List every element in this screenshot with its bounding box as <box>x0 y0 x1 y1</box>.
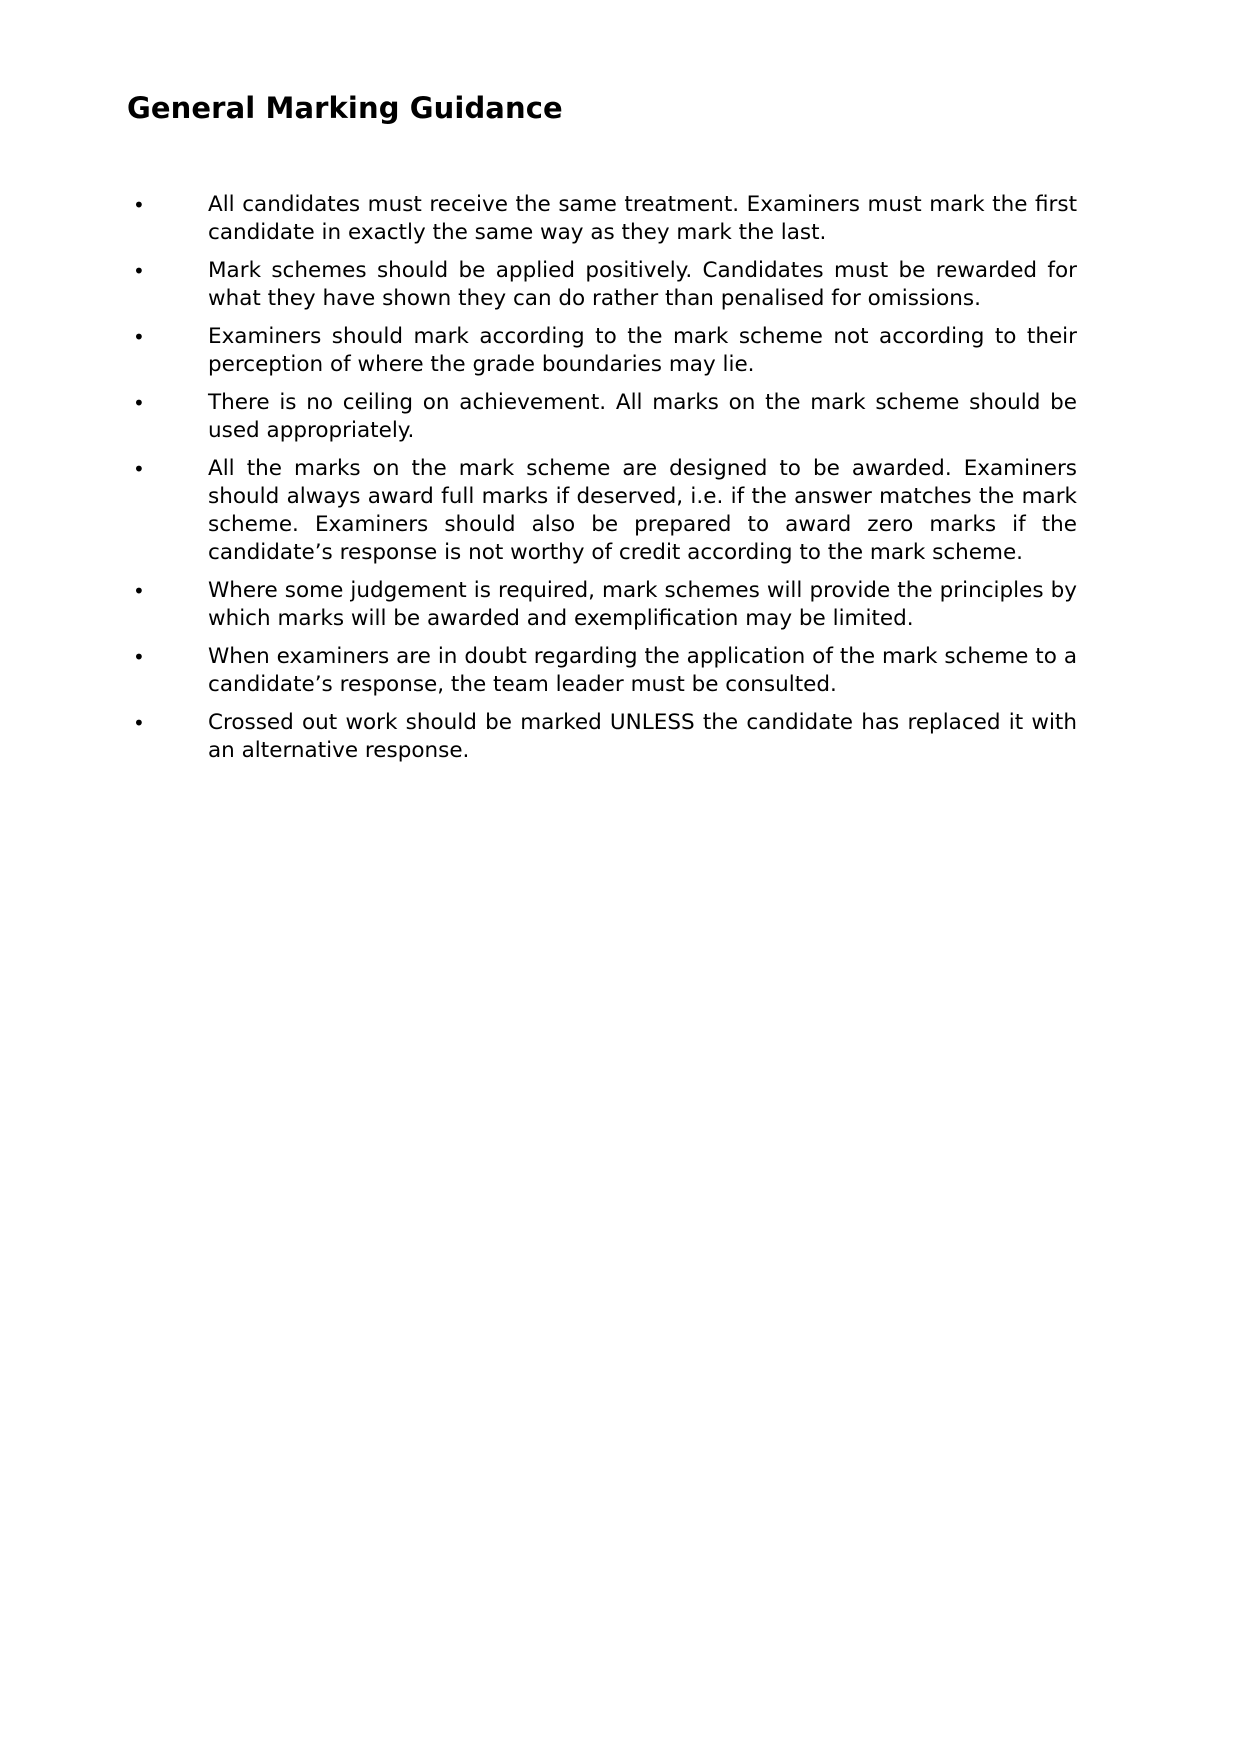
list-item <box>127 709 1077 765</box>
list-item <box>127 191 1077 247</box>
list-item-text: When examiners are in doubt regarding the application of the mark scheme to a candidate’s response, the team leader must be consulted. <box>208 644 1077 697</box>
page-title: General Marking Guidance <box>127 91 563 125</box>
bullet-icon: • <box>133 391 145 415</box>
list-item <box>127 455 1077 567</box>
bullet-icon: • <box>133 457 145 481</box>
list-item <box>127 389 1077 445</box>
list-item-text: Mark schemes should be applied positively. Candidates must be rewarded for what they have shown they can do rather than penalised for omissions. <box>208 258 1077 311</box>
list-item-text: There is no ceiling on achievement. All marks on the mark scheme should be used appropriately. <box>208 390 1077 443</box>
list-item-text: All candidates must receive the same treatment. Examiners must mark the first candidate in exactly the same way as they mark the last. <box>208 192 1077 245</box>
bullet-icon: • <box>133 193 145 217</box>
list-item <box>127 643 1077 699</box>
list-item-text: Examiners should mark according to the mark scheme not according to their perception of where the grade boundaries may lie. <box>208 324 1077 377</box>
bullet-icon: • <box>133 645 145 669</box>
bullet-icon: • <box>133 259 145 283</box>
list-item <box>127 257 1077 313</box>
guidance-list <box>127 191 1077 775</box>
bullet-icon: • <box>133 711 145 735</box>
bullet-icon: • <box>133 579 145 603</box>
list-item-text: All the marks on the mark scheme are designed to be awarded. Examiners should always award full marks if deserved, i.e. if the answer matches the mark scheme. Examiners should also be prepared to award zero marks if the candidate’s response is not worthy of credit according to the mark scheme. <box>208 456 1077 565</box>
list-item <box>127 323 1077 379</box>
list-item-text: Where some judgement is required, mark schemes will provide the principles by which marks will be awarded and exemplification may be limited. <box>208 578 1077 631</box>
list-item <box>127 577 1077 633</box>
bullet-icon: • <box>133 325 145 349</box>
list-item-text: Crossed out work should be marked UNLESS the candidate has replaced it with an alternative response. <box>208 710 1077 763</box>
